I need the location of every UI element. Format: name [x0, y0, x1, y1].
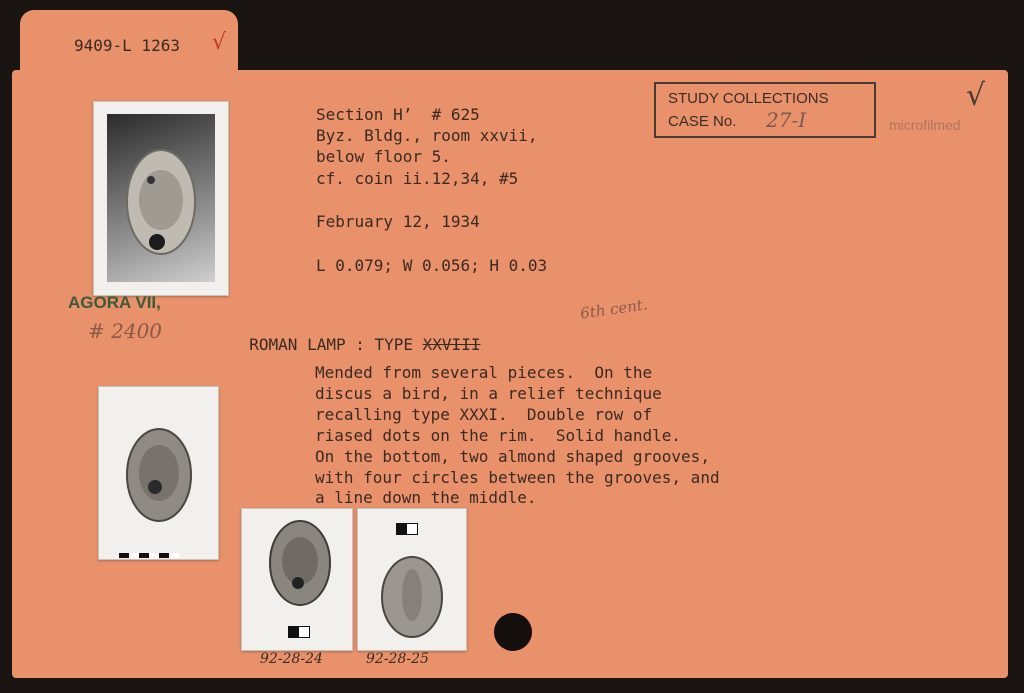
- study-collections-stamp: [654, 82, 876, 138]
- century-note: 6th cent.: [579, 295, 649, 323]
- scale-bar: [288, 626, 310, 638]
- description-line: recalling type XXXI. Double row of: [315, 405, 653, 424]
- description-line: riased dots on the rim. Solid handle.: [315, 426, 682, 445]
- section-line-3: below floor 5.: [316, 147, 451, 166]
- section-line-1: Section H’ # 625: [316, 105, 480, 124]
- lamp-image-side: [99, 387, 218, 559]
- scale-bar: [119, 553, 179, 558]
- lamp-title-prefix: ROMAN LAMP : TYPE: [249, 335, 423, 354]
- punch-hole: [494, 613, 532, 651]
- description-line: a line down the middle.: [315, 488, 537, 507]
- microfilmed-stamp: microfilmed: [889, 117, 961, 133]
- stamp-case-label: CASE No.: [668, 113, 737, 130]
- dimensions: L 0.079; W 0.056; H 0.03: [316, 256, 548, 275]
- photo-label-2: 92-28-25: [366, 651, 429, 667]
- inventory-number: 9409-L 1263: [74, 36, 180, 55]
- lamp-photo-top: [93, 101, 229, 296]
- stamp-case-number: 27-I: [766, 108, 807, 132]
- lamp-title: [230, 316, 480, 354]
- scale-bar: [396, 523, 418, 535]
- tab-check-mark: √: [212, 30, 227, 55]
- description-line: with four circles between the grooves, and: [315, 468, 720, 487]
- lamp-photo-bottom-1: [241, 508, 353, 651]
- description-line: On the bottom, two almond shaped grooves,: [315, 447, 710, 466]
- description-line: discus a bird, in a relief technique: [315, 384, 662, 403]
- lamp-photo-bottom-2: [357, 508, 467, 651]
- agora-reference: AGORA VII,: [68, 293, 161, 312]
- lamp-photo-side: [98, 386, 219, 560]
- lamp-type: XXVIII: [422, 335, 481, 354]
- description-line: Mended from several pieces. On the: [315, 363, 653, 382]
- photo-label-1: 92-28-24: [260, 651, 323, 667]
- agora-catalog-number: # 2400: [88, 319, 163, 343]
- excavation-date: February 12, 1934: [316, 212, 480, 231]
- section-line-2: Byz. Bldg., room xxvii,: [316, 126, 538, 145]
- section-line-4: cf. coin ii.12,34, #5: [316, 169, 519, 188]
- lamp-image-top: [107, 114, 215, 282]
- microfilmed-check-mark: √: [966, 78, 986, 113]
- stamp-title: STUDY COLLECTIONS: [668, 90, 829, 107]
